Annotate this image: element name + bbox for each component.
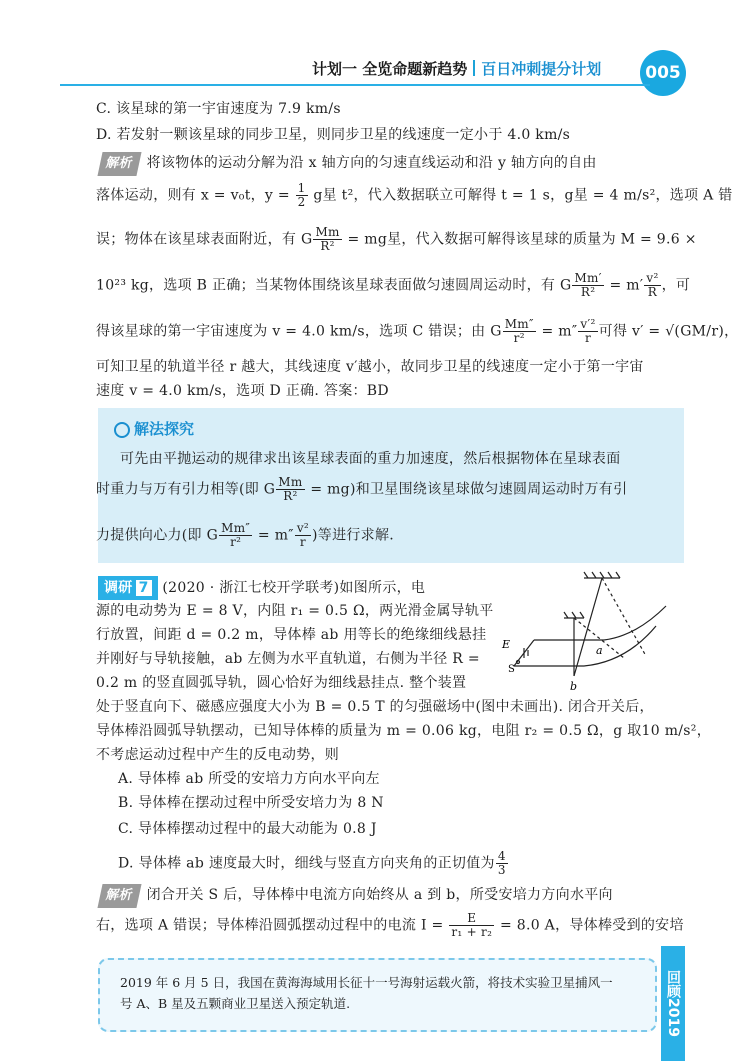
analysis-1-line-7: 速度 v = 4.0 km/s，选项 D 正确. 答案：BD — [96, 383, 389, 399]
page-number: 005 — [640, 50, 686, 96]
analysis-1-line-3: 误；物体在该星球表面附近，有 G $\frac{Mm}{\text{R²}}$ = mg星，代入数据可解得该星球的质量为 M = 9.6 × — [96, 225, 697, 253]
fraction-method-mm: $\frac{Mm}{\text{R²}}$ — [278, 475, 303, 503]
method-title: 解法探究 — [114, 418, 194, 439]
fraction-four-thirds: $\frac{4}{3}$ — [497, 849, 506, 877]
fraction-half: $\frac{1}{2}$ — [297, 181, 306, 209]
fraction-vp2-r: $\frac{\text{v′²}}{r}$ — [580, 317, 596, 345]
fraction-method-mmpp: $\frac{Mm''}{\text{r²}}$ — [221, 521, 251, 549]
option-d-top: D. 若发射一颗该星球的同步卫星，则同步卫星的线速度一定小于 4.0 km/s — [96, 127, 571, 143]
analysis-1-line-2: 落体运动，则有 x = v₀t，y = $\frac{1}{2}$ g星 t²，代入数据联立可解得 t = 1 s，g星 = 4 m/s²，选项 A 错 — [96, 181, 733, 209]
header-divider — [473, 60, 475, 76]
review-side-tab: 回顾2019 — [661, 946, 685, 1061]
fraction-mm-r2: $\frac{Mm}{\text{R²}}$ — [315, 225, 340, 253]
problem-line-8: 不考虑运动过程中产生的反电动势，则 — [96, 747, 340, 763]
label-b: b — [570, 680, 578, 693]
method-line-2: 时重力与万有引力相等(即 G $\frac{Mm}{\text{R²}}$ = mg)和卫星围绕该星球做匀速圆周运动时万有引 — [96, 475, 628, 503]
choice-a: A. 导体棒 ab 所受的安培力方向水平向左 — [118, 771, 380, 787]
problem-line-7: 导体棒沿圆弧导轨摆动，已知导体棒的质量为 m = 0.06 kg，电阻 r₂ = 0.5 Ω，g 取10 m/s²， — [96, 723, 711, 739]
option-c-top: C. 该星球的第一宇宙速度为 7.9 km/s — [96, 101, 341, 117]
header-rule — [60, 84, 650, 86]
analysis-1-line-5: 得该星球的第一宇宙速度为 v = 4.0 km/s，选项 C 错误；由 G $\frac{Mm''}{\text{r²}}$ = m″ $\frac{\text{v′²}}{r}$ 可得 v′ = √(GM/r)， — [96, 317, 739, 345]
header-section: 计划一 全览命题新趋势 — [312, 60, 468, 78]
analysis-tag: 解析 — [97, 152, 141, 176]
header-brand: 百日冲刺提分计划 — [481, 60, 602, 78]
analysis-1-line-6: 可知卫星的轨道半径 r 越大，其线速度 v′越小，故同步卫星的线速度一定小于第一宇宙 — [96, 359, 644, 375]
problem-line-5: 0.2 m 的竖直圆弧导轨，圆心恰好为细线悬挂点. 整个装置 — [96, 675, 467, 691]
label-e: E — [502, 638, 511, 651]
research-tag: 调研 7 — [98, 576, 158, 600]
fraction-mmp-r2: $\frac{Mm'}{\text{R²}}$ — [574, 271, 602, 299]
method-line-3: 力提供向心力(即 G $\frac{Mm''}{\text{r²}}$ = m″ $\frac{\text{v²}}{r}$ )等进行求解. — [96, 521, 395, 549]
lightbulb-icon — [114, 422, 130, 438]
fraction-v2-r: $\frac{\text{v²}}{R}$ — [646, 271, 659, 299]
problem-line-2: 源的电动势为 E = 8 V，内阻 r₁ = 0.5 Ω，两光滑金属导轨平 — [96, 603, 494, 619]
label-s: S — [508, 664, 515, 675]
problem-line-6: 处于竖直向下、磁感应强度大小为 B = 0.5 T 的匀强磁场中(图中未画出). 闭合开关后， — [96, 699, 654, 715]
analysis-2-line-1: 解析 闭合开关 S 后，导体棒中电流方向始终从 a 到 b，所受安培力方向水平向 — [100, 884, 613, 908]
problem-line-3: 行放置，间距 d = 0.2 m，导体棒 ab 用等长的绝缘细线悬挂 — [96, 627, 487, 643]
fraction-method-v2: $\frac{\text{v²}}{r}$ — [296, 521, 310, 549]
analysis-1-line-4: 10²³ kg，选项 B 正确；当某物体围绕该星球表面做匀速圆周运动时，有 G $\frac{Mm'}{\text{R²}}$ = m′ $\frac{\text{v²}}{R}$ ，可 — [96, 271, 691, 299]
choice-c: C. 导体棒摆动过程中的最大动能为 0.8 J — [118, 821, 377, 837]
problem-line-1: 调研 7 (2020 · 浙江七校开学联考)如图所示，电 — [98, 576, 425, 600]
label-a: a — [596, 644, 603, 657]
review-text: 2019 年 6 月 5 日，我国在黄海海域用长征十一号海射运载火箭，将技术实验卫星捕风一 号 A、B 星及五颗商业卫星送入预定轨道. — [120, 975, 613, 1011]
circuit-diagram — [496, 566, 672, 696]
analysis-2-line-2: 右，选项 A 错误；导体棒沿圆弧摆动过程中的电流 I = $\frac{E}{\text{r₁ + r₂}}$ = 8.0 A，导体棒受到的安培 — [96, 911, 684, 939]
analysis-1-line-1: 解析 将该物体的运动分解为沿 x 轴方向的匀速直线运动和沿 y 轴方向的自由 — [100, 152, 597, 176]
choice-b: B. 导体棒在摆动过程中所受安培力为 8 N — [118, 795, 384, 811]
fraction-current: $\frac{E}{\text{r₁ + r₂}}$ — [451, 911, 493, 939]
running-header — [312, 58, 601, 79]
fraction-mmpp-r2: $\frac{Mm''}{\text{r²}}$ — [504, 317, 534, 345]
problem-line-4: 并刚好与导轨接触，ab 左侧为水平直轨道，右侧为半径 R = — [96, 651, 480, 667]
analysis-tag-2: 解析 — [97, 884, 141, 908]
method-line-1: 可先由平抛运动的规律求出该星球表面的重力加速度，然后根据物体在星球表面 — [120, 451, 621, 467]
choice-d: D. 导体棒 ab 速度最大时，细线与竖直方向夹角的正切值为 $\frac{4}{3}$ — [118, 849, 506, 877]
